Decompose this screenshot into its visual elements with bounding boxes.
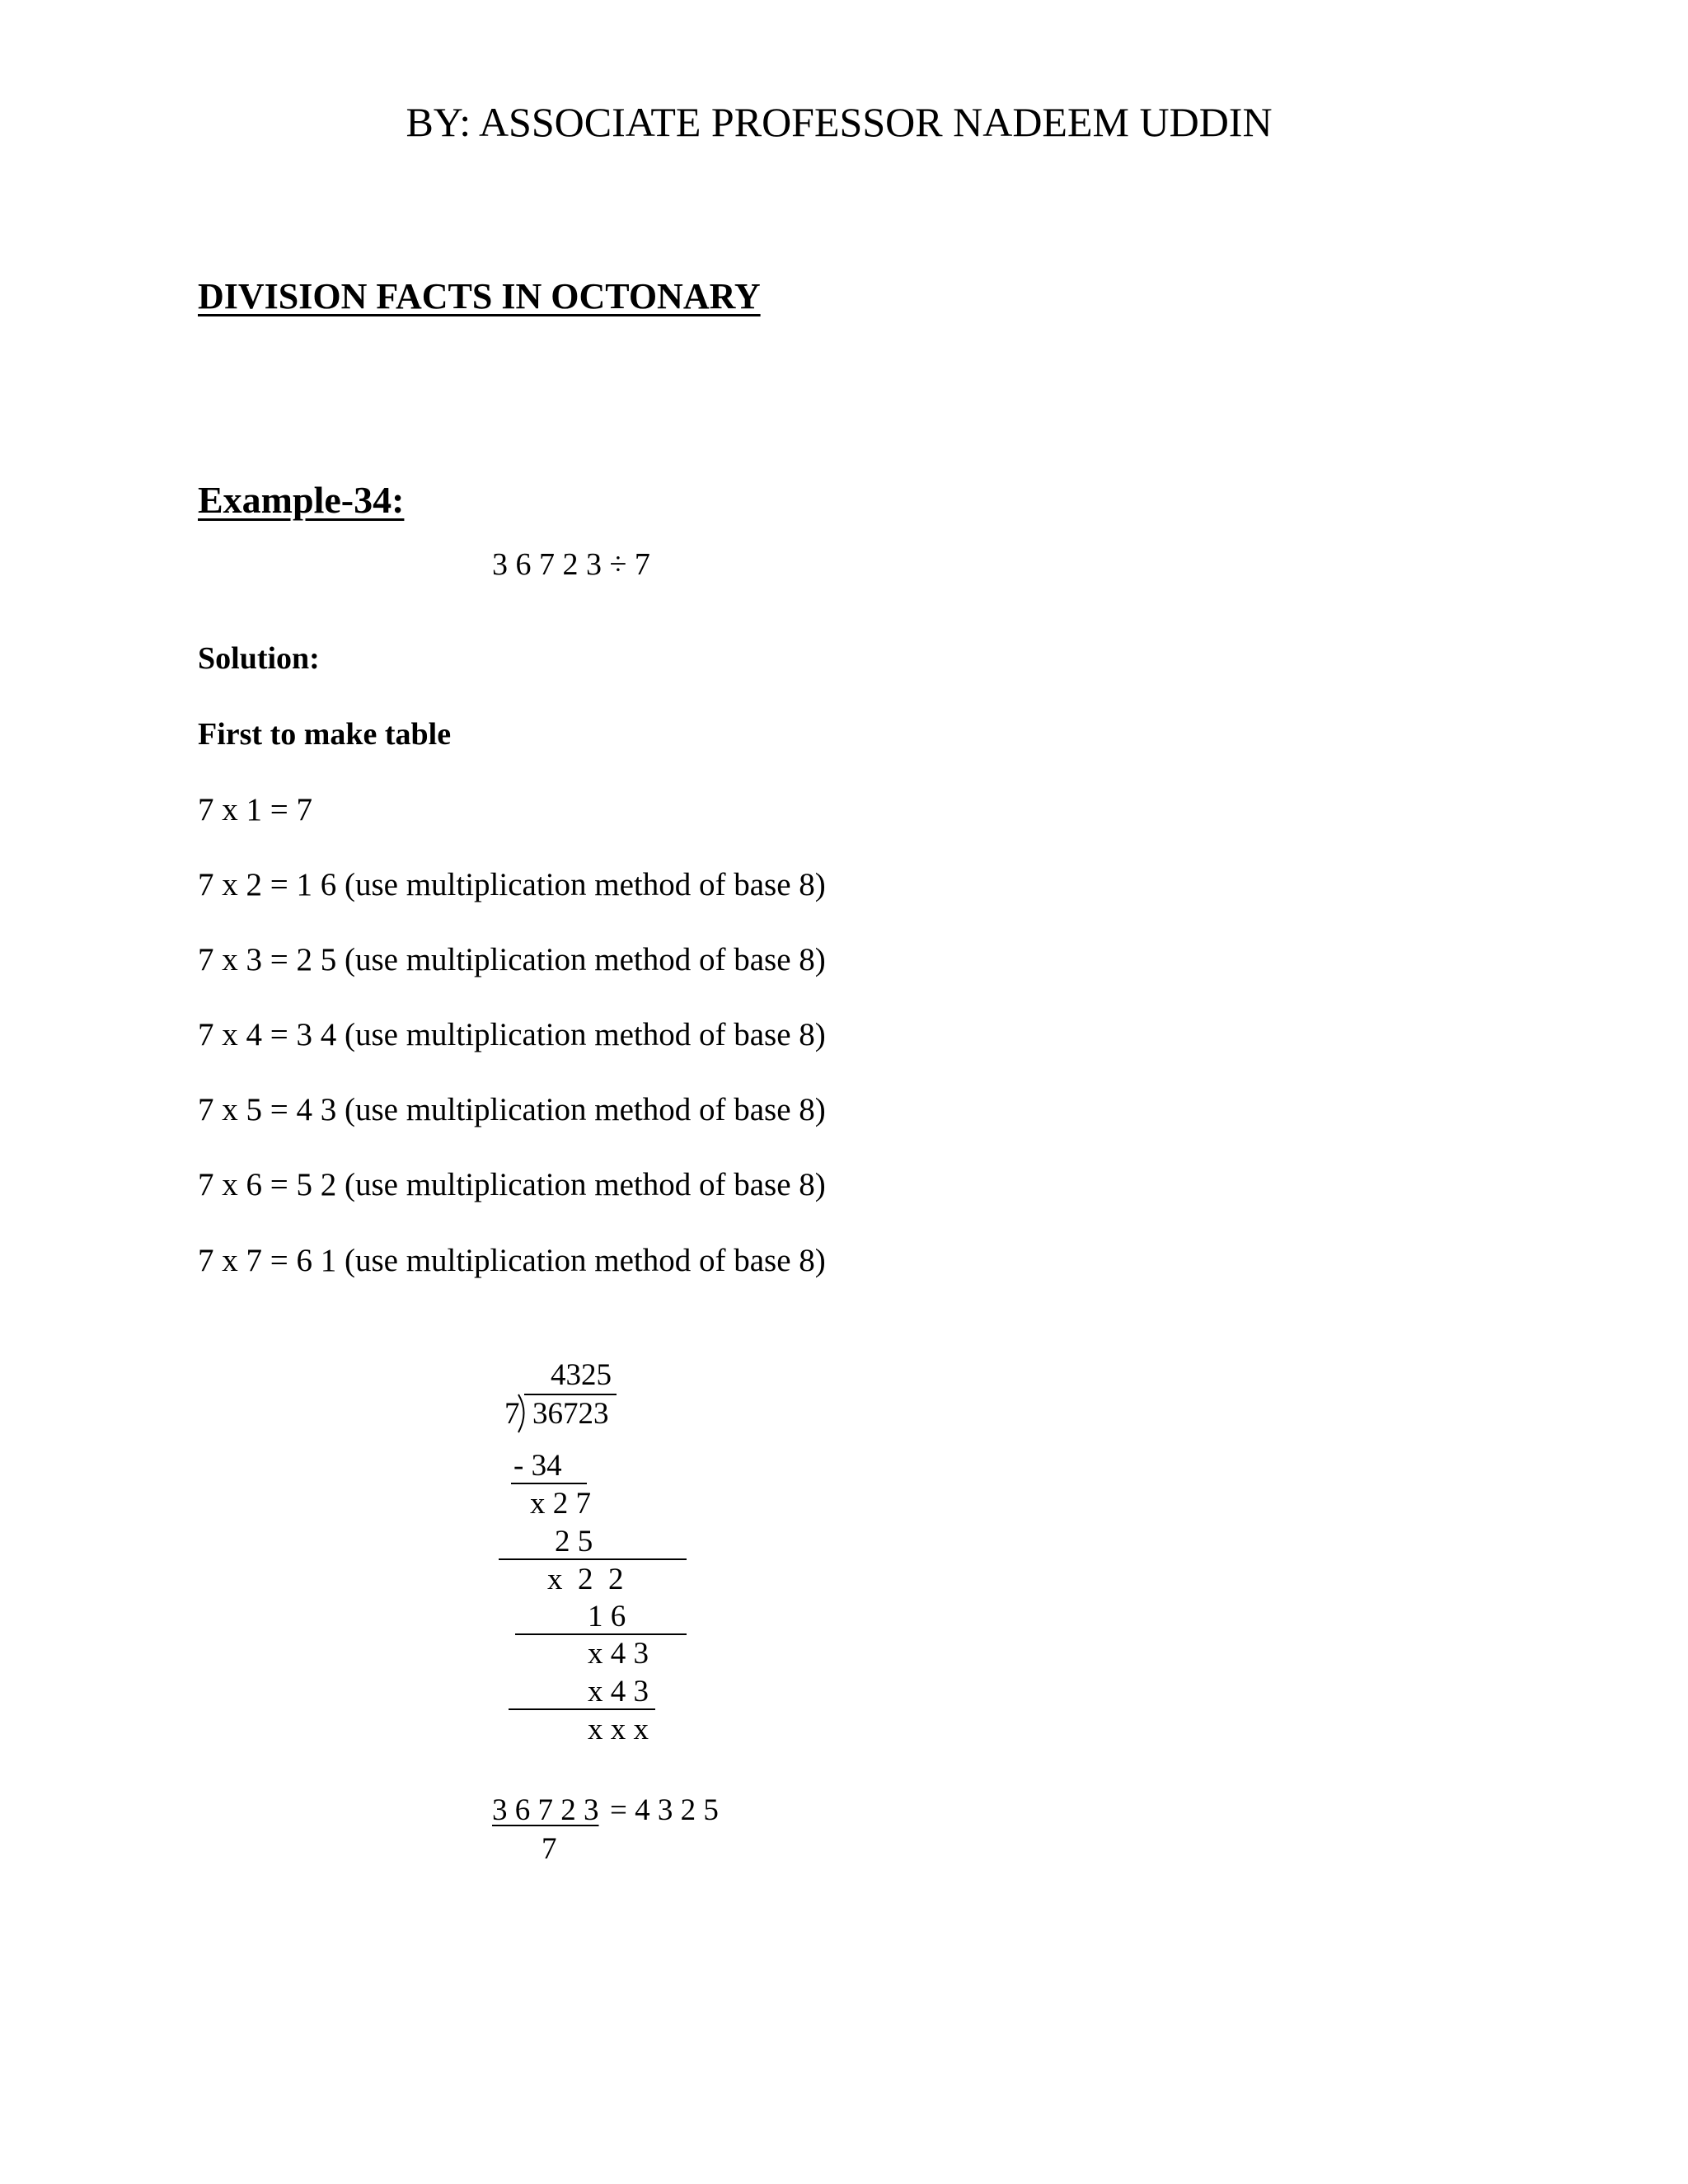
table-line-3: 7 x 3 = 2 5 (use multiplication method of base 8)	[198, 942, 826, 977]
step-rule-2	[499, 1558, 687, 1560]
table-line-6: 7 x 6 = 5 2 (use multiplication method of base 8)	[198, 1167, 826, 1202]
solution-step-label: First to make table	[198, 717, 452, 752]
example-problem: 3 6 7 2 3 ÷ 7	[492, 547, 650, 582]
step-xxx: x x x	[588, 1713, 649, 1746]
section-title: DIVISION FACTS IN OCTONARY	[198, 276, 761, 316]
result-denominator: 7	[542, 1832, 557, 1866]
table-line-5: 7 x 5 = 4 3 (use multiplication method of base 8)	[198, 1092, 826, 1127]
table-line-4: 7 x 4 = 3 4 (use multiplication method of base 8)	[198, 1017, 826, 1052]
table-line-2: 7 x 2 = 1 6 (use multiplication method of base 8)	[198, 867, 826, 902]
example-label: Example-34:	[198, 479, 405, 521]
table-line-7: 7 x 7 = 6 1 (use multiplication method of base 8)	[198, 1243, 826, 1278]
step-x27: x 2 7	[530, 1487, 591, 1521]
division-bracket	[516, 1393, 531, 1434]
step-25: 2 5	[555, 1525, 593, 1558]
step-16: 1 6	[588, 1600, 626, 1633]
step-x22: x 2 2	[547, 1563, 624, 1596]
table-line-1: 7 x 1 = 7	[198, 792, 312, 827]
step-x43-a: x 4 3	[588, 1637, 649, 1671]
division-bar	[524, 1394, 617, 1395]
step-x43-b: x 4 3	[588, 1675, 649, 1708]
divisor: 7	[504, 1397, 520, 1431]
quotient: 4325	[551, 1358, 612, 1392]
result-numerator: 3 6 7 2 3	[492, 1793, 599, 1827]
step-rule-1	[511, 1483, 587, 1484]
author-header: BY: ASSOCIATE PROFESSOR NADEEM UDDIN	[406, 99, 1273, 145]
solution-label: Solution:	[198, 641, 320, 676]
step-rule-3	[515, 1633, 687, 1635]
step-subtract-34: - 34	[513, 1449, 562, 1483]
result-quotient: = 4 3 2 5	[610, 1793, 719, 1827]
dividend: 36723	[532, 1397, 609, 1431]
step-rule-4	[509, 1708, 655, 1710]
